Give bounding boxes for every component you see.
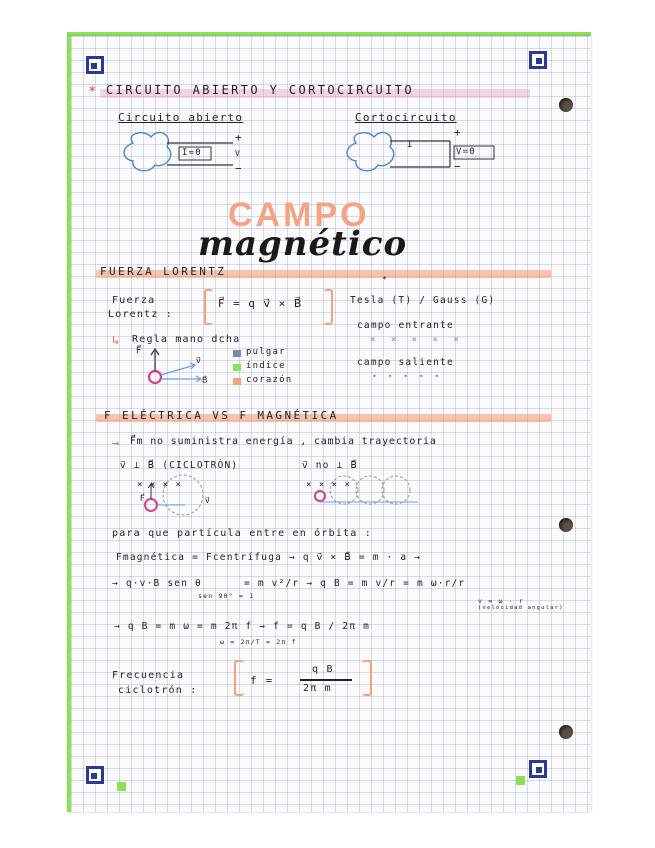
title-campo: CAMPO <box>228 196 370 234</box>
heading-circuito: CIRCUITO ABIERTO Y CORTOCIRCUITO <box>106 83 414 97</box>
arrow-right-icon: → <box>112 436 121 450</box>
heart-marker-icon <box>233 378 241 385</box>
frequency-bracket-left <box>234 660 244 696</box>
circuit-short-diagram <box>340 125 510 180</box>
asterisk-icon: * <box>88 84 98 100</box>
circuit-open-plus: + <box>235 131 243 144</box>
finger-thumb: pulgar <box>246 347 286 357</box>
green-square-icon <box>516 776 525 785</box>
heading-fuerza-lorentz: FUERZA LORENTZ <box>100 265 227 278</box>
green-square-icon <box>117 782 126 791</box>
vector-B-label: B⃗ <box>202 376 209 385</box>
finger-heart: corazón <box>246 375 293 385</box>
equation-2b: = m v²/r → q B = m v/r = m ω·r/r <box>244 578 466 589</box>
title-magnetico: magnético <box>198 224 408 264</box>
case-perpendicular: v⃗ ⊥ B⃗ (CICLOTRÓN) <box>120 460 239 471</box>
cyclotron-v: v⃗ <box>205 496 211 505</box>
finger-index: índice <box>246 361 286 371</box>
arrow-right-icon: ↳ <box>112 333 121 347</box>
circuit-open-label: Circuito abierto <box>118 111 244 124</box>
circuit-short-voltage: V=0 <box>456 147 476 157</box>
thumb-marker-icon <box>233 350 241 357</box>
fm-energy-note: F⃗m no suministra energía , cambia trayectoria <box>130 436 437 447</box>
frequency-denominator: 2π m <box>303 683 332 694</box>
case-not-perpendicular: v⃗ no ⊥ B⃗ <box>302 460 359 471</box>
lorentz-label-line1: Fuerza <box>112 295 156 306</box>
circuit-short-current: I <box>407 140 414 150</box>
right-hand-rule-title: Regla mano dcha <box>132 334 241 345</box>
formula-bracket-right <box>324 289 333 325</box>
circuit-short-label: Cortocircuito <box>355 111 457 124</box>
circuit-open-current: I=0 <box>182 148 202 158</box>
circuit-open-v: V <box>235 149 242 158</box>
equation-3-sub: ω = 2π/T = 2π f <box>220 638 297 646</box>
binder-hole-icon <box>559 518 573 532</box>
circuit-short-plus: + <box>454 126 462 139</box>
lorentz-formula: F⃗ = q v⃗ × B⃗ <box>218 297 303 310</box>
frequency-numerator: q B <box>312 664 334 675</box>
formula-bracket-left <box>204 289 213 325</box>
incoming-field-label: campo entrante <box>357 320 454 331</box>
corner-mark-top-right-icon <box>529 51 547 69</box>
right-hand-vector-diagram <box>135 345 225 395</box>
vector-v-label: v⃗ <box>196 356 202 365</box>
frequency-label-line2: ciclotrón : <box>118 685 198 696</box>
circuit-open-minus: − <box>235 162 243 175</box>
asterisk-icon: * <box>382 275 389 284</box>
equation-2c: v = ω · r <box>478 597 525 605</box>
equation-1: Fmagnética = Fcentrífuga → q v⃗ × B⃗ = m · a → <box>116 552 422 563</box>
units-tesla-gauss: Tesla (T) / Gauss (G) <box>350 295 496 306</box>
frequency-bracket-right <box>362 660 372 696</box>
equation-2a-denominator: sen 90° = 1 <box>198 592 255 600</box>
orbit-note: para que partícula entre en órbita : <box>112 528 372 539</box>
index-marker-icon <box>233 364 241 371</box>
lorentz-label-line2: Lorentz : <box>108 309 173 320</box>
binder-hole-icon <box>559 98 573 112</box>
helix-diagram <box>300 472 430 512</box>
cyclotron-F: F⃗ <box>140 494 146 503</box>
helix-cross-marks: × × × × <box>306 480 351 490</box>
outgoing-field-marks: • • • • • <box>372 372 443 381</box>
heading-f-electrica-magnetica: F ELÉCTRICA VS F MAGNÉTICA <box>104 409 339 422</box>
frequency-f: f = <box>250 674 274 687</box>
frequency-label-line1: Frecuencia <box>112 670 185 681</box>
binder-hole-icon <box>559 725 573 739</box>
outgoing-field-label: campo saliente <box>357 357 454 368</box>
corner-mark-top-left-icon <box>86 56 104 74</box>
corner-mark-bottom-left-icon <box>86 766 104 784</box>
equation-2a: → q·v·B sen θ <box>112 578 202 589</box>
corner-mark-bottom-right-icon <box>529 760 547 778</box>
vector-F-label: F⃗ <box>136 346 143 356</box>
circuit-short-minus: − <box>454 160 462 173</box>
fraction-line <box>300 679 352 681</box>
incoming-field-marks: × × × × × <box>370 335 464 345</box>
equation-3: → q B = m ω = m 2π f → f = q B / 2π m <box>114 621 371 632</box>
cyclotron-cross-marks: × × × × <box>137 480 182 490</box>
equation-2c-note: (velocidad angular) <box>478 605 564 611</box>
